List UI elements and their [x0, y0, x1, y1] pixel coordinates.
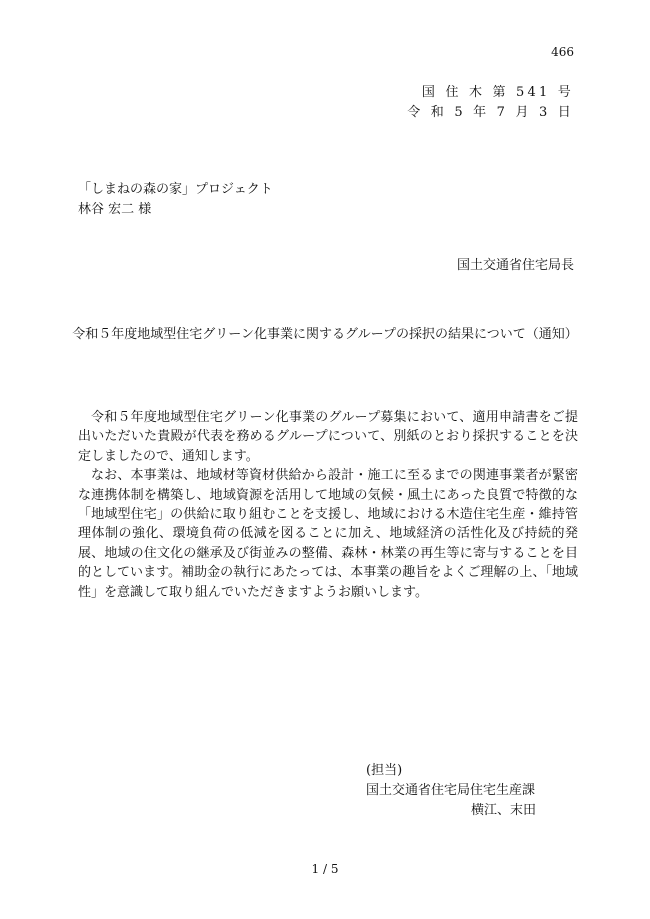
document-date: 令 和 5 年 7 月 3 日: [407, 105, 574, 120]
contact-names: 横江、末田: [470, 803, 536, 818]
recipient-name: 林谷 宏二 様: [78, 202, 152, 217]
body-paragraph-1: 令和５年度地域型住宅グリーン化事業のグループ募集において、適用申請書をご提出いただいた貴殿が代表を務めるグループについて、別紙のとおり採択することを決定しましたので、通知します。: [78, 410, 578, 464]
page-number-top: 466: [551, 45, 574, 59]
contact-label: (担当): [366, 763, 403, 778]
body-text: [78, 408, 578, 602]
subject-title: 令和５年度地域型住宅グリーン化事業に関するグループの採択の結果について（通知）: [72, 327, 578, 342]
sender: 国土交通省住宅局長: [456, 258, 574, 273]
contact-organization: 国土交通省住宅局住宅生産課: [366, 783, 536, 798]
recipient-project: 「しまねの森の家」プロジェクト: [78, 182, 273, 197]
page-indicator: 1 / 5: [311, 862, 339, 876]
body-paragraph-2: なお、本事業は、地域材等資材供給から設計・施工に至るまでの関連事業者が緊密な連携体制を構築し、地域資源を活用して地域の気候・風土にあった良質で特徴的な「地域型住宅」の供給に取り組むことを支援し、地域における木造住宅生産・維持管理体制の強化、環境負荷の低減を図ることに加え、地域経済の活性化及び持続的発展、地域の住文化の継承及び街並みの整備、森林・林業の再生等に寄与することを目的としています。補助金の執行にあたっては、本事業の趣旨をよくご理解の上、「地域性」を意識して取り組んでいただきますようお願いします。: [78, 468, 578, 600]
document-number: 国 住 木 第 541 号: [421, 85, 574, 100]
